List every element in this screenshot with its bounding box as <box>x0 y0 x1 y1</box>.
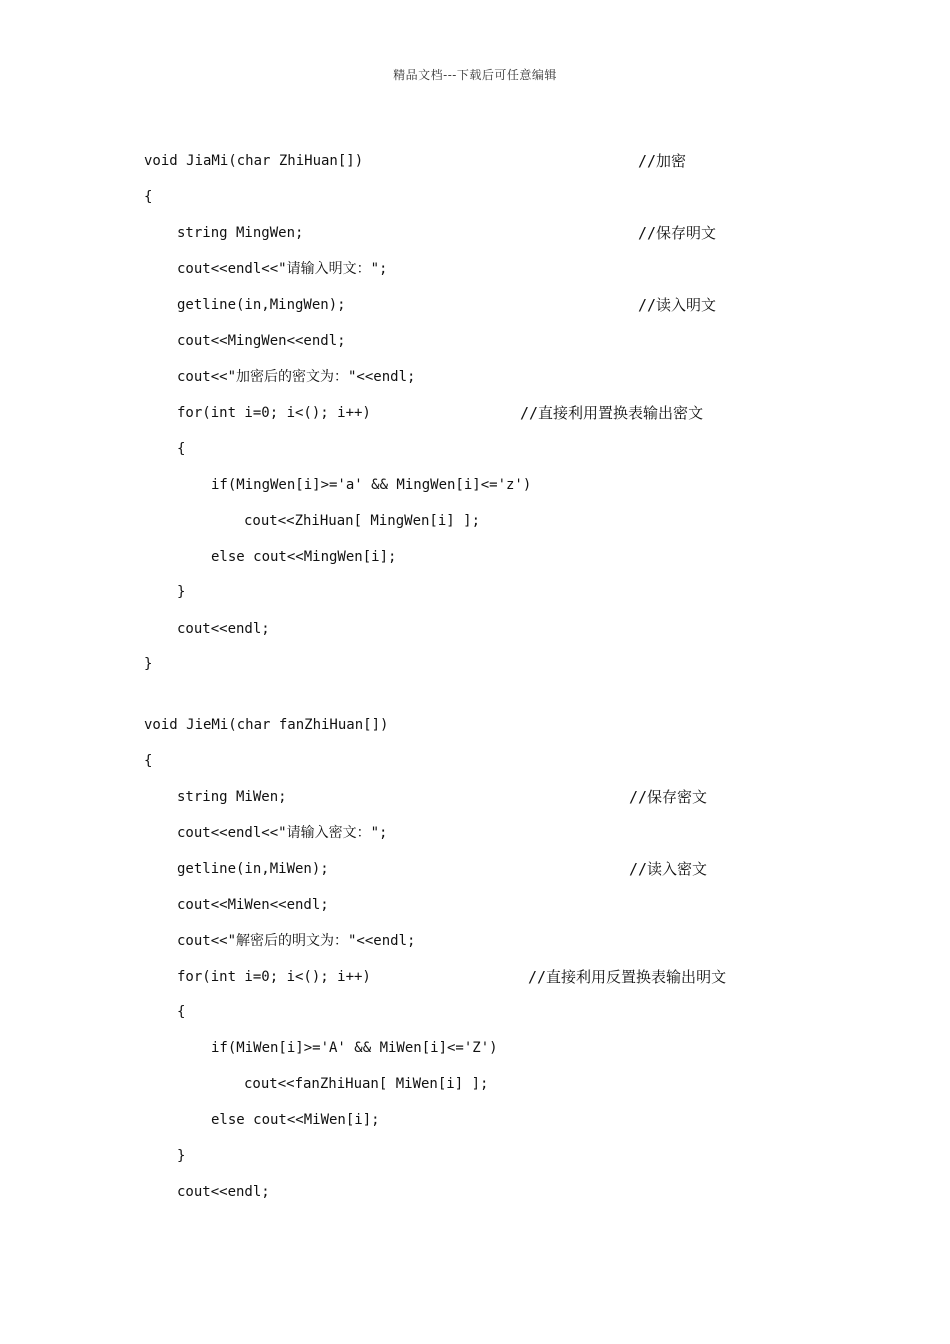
code-line-echo-miwen: cout<<MiWen<<endl; <box>177 897 329 913</box>
code-line-output-zhihuan: cout<<ZhiHuan[ MingWen[i] ]; <box>244 513 481 529</box>
code-line-prompt-ciphertext: cout<<endl<<"请输入密文："; <box>177 825 388 841</box>
code-line-open-brace: { <box>144 189 153 205</box>
code-line-declare-miwen: string MiWen; <box>177 789 287 805</box>
comment-save-plaintext: //保存明文 <box>638 224 717 242</box>
code-line-output-fanzhihuan: cout<<fanZhiHuan[ MiWen[i] ]; <box>244 1076 489 1092</box>
code-line-open-brace-2: { <box>144 753 153 769</box>
code-line-else-output-mingwen: else cout<<MingWen[i]; <box>211 549 397 565</box>
code-line-loop-open-brace-2: { <box>177 1004 186 1020</box>
code-line-getline-miwen: getline(in,MiWen); <box>177 861 329 877</box>
code-line-close-brace: } <box>144 656 153 672</box>
code-line-for-loop-decrypt: for(int i=0; i<(); i++) <box>177 969 371 985</box>
code-line-jiemi-signature: void JieMi(char fanZhiHuan[]) <box>144 717 389 733</box>
code-line-jiami-signature: void JiaMi(char ZhiHuan[]) <box>144 153 364 169</box>
code-line-endl-decrypt: cout<<endl; <box>177 1184 270 1200</box>
code-line-for-loop-encrypt: for(int i=0; i<(); i++) <box>177 405 371 421</box>
code-line-loop-close-brace: } <box>177 584 186 600</box>
comment-read-plaintext: //读入明文 <box>638 296 717 314</box>
code-line-loop-open-brace: { <box>177 441 186 457</box>
code-line-loop-close-brace-2: } <box>177 1148 186 1164</box>
comment-output-ciphertext: //直接利用置换表输出密文 <box>520 404 704 422</box>
code-line-cipher-heading: cout<<"加密后的密文为："<<endl; <box>177 369 416 385</box>
code-line-echo-mingwen: cout<<MingWen<<endl; <box>177 333 346 349</box>
code-line-plain-heading: cout<<"解密后的明文为："<<endl; <box>177 933 416 949</box>
comment-output-plaintext: //直接利用反置换表输出明文 <box>528 968 727 986</box>
code-line-if-uppercase: if(MiWen[i]>='A' && MiWen[i]<='Z') <box>211 1040 498 1056</box>
code-line-if-lowercase: if(MingWen[i]>='a' && MingWen[i]<='z') <box>211 477 532 493</box>
code-line-endl-encrypt: cout<<endl; <box>177 621 270 637</box>
page-header: 精品文档---下载后可任意编辑 <box>393 68 557 82</box>
code-line-getline-mingwen: getline(in,MingWen); <box>177 297 346 313</box>
comment-save-ciphertext: //保存密文 <box>629 788 708 806</box>
comment-encrypt: //加密 <box>638 152 687 170</box>
comment-read-ciphertext: //读入密文 <box>629 860 708 878</box>
code-line-prompt-plaintext: cout<<endl<<"请输入明文："; <box>177 261 388 277</box>
code-line-else-output-miwen: else cout<<MiWen[i]; <box>211 1112 380 1128</box>
code-line-declare-mingwen: string MingWen; <box>177 225 304 241</box>
